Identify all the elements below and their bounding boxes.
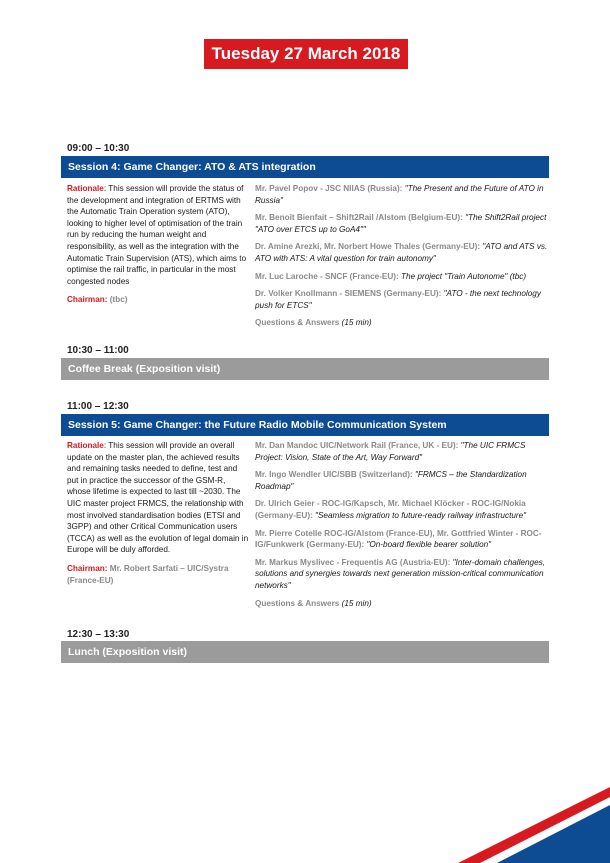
speaker-name: Dr. Volker Knollmann - SIEMENS (Germany-EU): — [255, 289, 442, 299]
chairman-sep: : — [104, 563, 110, 573]
rationale-text: : This session will provide the status of the development and integration of ERTMS with the Automatic Train Operation system (ATO), looking to higher level of optimisation of the train run by reducing the human weight and responsibility, as well as the integration with the Automatic Train Supervision (ATS), which aims to optimise the rail traffic, in particular in the most congested nodes — [67, 184, 247, 286]
session4-header: Session 4: Game Changer: ATO & ATS integration — [61, 156, 549, 178]
chairman-label: Chairman — [67, 563, 105, 573]
rationale-label: Rationale — [67, 441, 104, 450]
rationale-text: : This session will provide an overall update on the master plan, the achieved results and remaining tasks needed to define, test and put in practice the successor of the GSM-R, whose lifetime is expected to last till ~2030. The UIC master project FRMCS, the relationship with most involved standardisation bodies (ETSI and 3GPP) and other Critical Communication users (TCCA) as well as the evolution of legal domain in Europe will be duly afforded. — [67, 441, 249, 555]
qa-duration: (15 min) — [339, 598, 372, 608]
talk-title: "FRMCS – the Standardization Roadmap" — [255, 470, 527, 491]
lunch-header: Lunch (Exposition visit) — [61, 641, 549, 663]
speaker-name: Mr. Dan Mandoc UIC/Network Rail (France, UK - EU): — [255, 441, 459, 450]
speaker-name: Dr. Amine Arezki, Mr. Norbert Howe Thales (Germany-EU): — [255, 242, 481, 252]
talk-title: "ATO and ATS vs. ATO with ATS: A vital question for train autonomy" — [255, 242, 548, 263]
chairman-sep: : — [104, 295, 110, 305]
speaker-name: Dr. Ulrich Geier - ROC-IG/Kapsch, Mr. Michael Klöcker - ROC-IG/Nokia (Germany-EU): — [255, 499, 526, 520]
session5-header: Session 5: Game Changer: the Future Radio Mobile Communication System — [61, 414, 549, 436]
chairman-value: (tbc) — [109, 295, 128, 305]
qa-label: Questions & Answers — [255, 318, 340, 328]
speaker-name: Mr. Benoît Bienfait – Shift2Rail /Alstom (Belgium-EU): — [255, 213, 463, 223]
qa-duration: (15 min) — [339, 318, 372, 328]
speaker-name: Mr. Luc Laroche - SNCF (France-EU): — [255, 271, 399, 281]
speaker-name: Mr. Pierre Cotelle ROC-IG/Alstom (France-EU), Mr. Gottfried Winter - ROC-IG/Funkwerk (Germany-EU): — [255, 528, 542, 550]
coffee-time: 10:30 – 11:00 — [67, 345, 129, 356]
session5-time: 11:00 – 12:30 — [67, 401, 129, 412]
talk-title: "The Present and the Future of ATO in Russia" — [255, 184, 544, 205]
qa-label: Questions & Answers — [255, 598, 340, 608]
chairman-value: Mr. Robert Sarfati – UIC/Systra (France-EU) — [67, 563, 229, 585]
rationale-label: Rationale — [67, 184, 104, 193]
talk-title: "The Shift2Rail project "ATO over ETCS up to GoA4"" — [255, 213, 547, 234]
talk-title: "On-board flexible bearer solution" — [364, 540, 492, 550]
lunch-time: 12:30 – 13:30 — [67, 629, 130, 640]
speaker-name: Mr. Pavel Popov - JSC NIIAS (Russia): — [255, 184, 403, 193]
speaker-name: Mr. Ingo Wendler UIC/SBB (Switzerland): — [255, 470, 413, 480]
coffee-header: Coffee Break (Exposition visit) — [61, 358, 549, 380]
session4-time: 09:00 – 10:30 — [67, 143, 130, 154]
talk-title: The project "Train Autonome" (tbc) — [398, 271, 527, 281]
talk-title: "Seamless migration to future-ready railway infrastructure" — [312, 510, 527, 520]
talk-title: "Inter-domain challenges, solutions and synergies towards next generation mission-critical communication networks" — [255, 557, 546, 590]
talk-title: "The UIC FRMCS Project: Vision, State of the Art, Way Forward" — [255, 441, 526, 462]
speaker-name: Mr. Markus Myslivec - Frequentis AG (Austria-EU): — [255, 557, 451, 567]
chairman-label: Chairman — [67, 295, 105, 305]
page-title: Tuesday 27 March 2018 — [204, 39, 408, 69]
talk-title: "ATO - the next technology push for ETCS" — [255, 289, 541, 310]
